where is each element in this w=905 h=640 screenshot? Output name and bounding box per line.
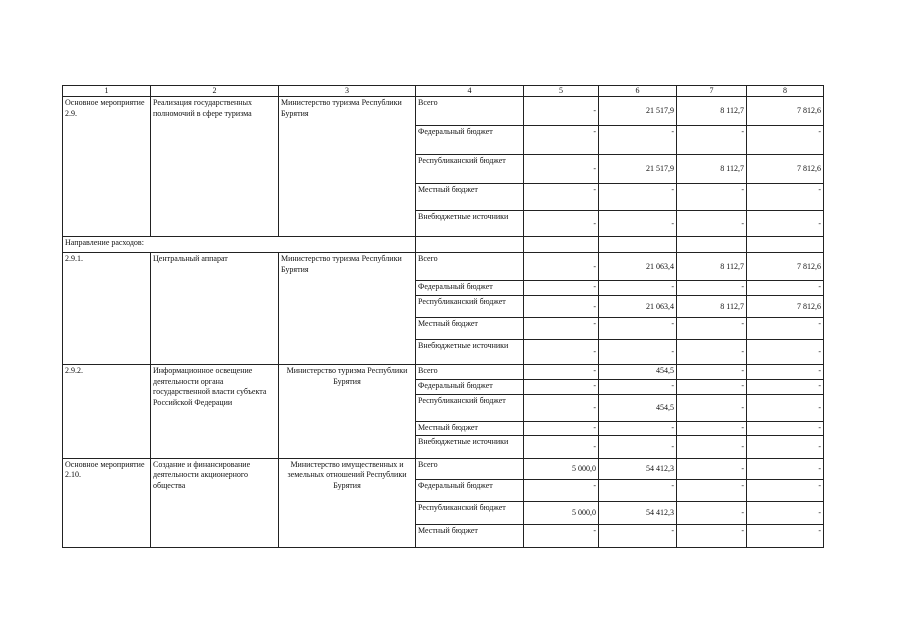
funding-source: Федеральный бюджет [416,126,524,155]
funding-source: Федеральный бюджет [416,479,524,501]
value-cell: 7 812,6 [747,253,824,281]
value-cell: - [524,97,599,126]
value-cell: - [599,211,677,237]
value-cell: - [677,318,747,340]
value-cell: - [747,340,824,365]
value-cell: 7 812,6 [747,296,824,318]
value-cell: - [524,155,599,184]
funding-source: Внебюджетные источники [416,340,524,365]
value-cell: 7 812,6 [747,97,824,126]
event-executor: Министерство туризма Республики Бурятия [279,97,416,237]
value-cell: 21 063,4 [599,253,677,281]
value-cell: 21 063,4 [599,296,677,318]
value-cell: 21 517,9 [599,155,677,184]
funding-source: Республиканский бюджет [416,296,524,318]
funding-source: Федеральный бюджет [416,281,524,296]
value-cell: - [747,380,824,395]
value-cell: 7 812,6 [747,155,824,184]
value-cell: - [747,184,824,211]
funding-source: Внебюджетные источники [416,211,524,237]
value-cell: - [524,380,599,395]
value-cell: - [677,126,747,155]
funding-source: Местный бюджет [416,184,524,211]
empty-cell [416,237,524,253]
value-cell: - [747,395,824,422]
value-cell: - [747,524,824,547]
value-cell: - [747,458,824,479]
event-code: Основное мероприятие 2.10. [63,458,151,547]
value-cell: 8 112,7 [677,296,747,318]
header-cell: 1 [63,86,151,97]
event-executor: Министерство туризма Республики Бурятия [279,253,416,365]
value-cell: - [599,126,677,155]
direction-label: Направление расходов: [63,237,416,253]
value-cell: - [599,318,677,340]
value-cell: - [677,435,747,458]
value-cell: - [524,479,599,501]
funding-source: Республиканский бюджет [416,501,524,524]
funding-source: Всего [416,253,524,281]
table-row [63,365,824,380]
event-name: Центральный аппарат [151,253,279,365]
value-cell: 54 412,3 [599,458,677,479]
funding-source: Республиканский бюджет [416,395,524,422]
event-code: 2.9.1. [63,253,151,365]
event-executor: Министерство имущественных и земельных отношений Республики Бурятия [279,458,416,547]
value-cell: 8 112,7 [677,155,747,184]
value-cell: - [524,395,599,422]
value-cell: 54 412,3 [599,501,677,524]
funding-source: Внебюджетные источники [416,435,524,458]
value-cell: - [524,524,599,547]
value-cell: - [677,422,747,435]
empty-cell [599,237,677,253]
value-cell: - [599,524,677,547]
funding-source: Всего [416,458,524,479]
header-cell: 6 [599,86,677,97]
value-cell: - [524,435,599,458]
value-cell: 454,5 [599,365,677,380]
table-row [63,237,824,253]
value-cell: 5 000,0 [524,458,599,479]
header-cell: 7 [677,86,747,97]
value-cell: - [677,340,747,365]
value-cell: - [524,296,599,318]
value-cell: - [747,281,824,296]
value-cell: - [524,422,599,435]
header-cell: 5 [524,86,599,97]
value-cell: - [747,435,824,458]
value-cell: - [599,281,677,296]
funding-source: Республиканский бюджет [416,155,524,184]
header-row [63,86,824,97]
table-row [63,458,824,479]
header-cell: 2 [151,86,279,97]
value-cell: - [524,281,599,296]
value-cell: 8 112,7 [677,97,747,126]
value-cell: - [599,435,677,458]
value-cell: - [599,422,677,435]
empty-cell [524,237,599,253]
funding-source: Местный бюджет [416,422,524,435]
value-cell: - [599,340,677,365]
value-cell: 21 517,9 [599,97,677,126]
value-cell: 8 112,7 [677,253,747,281]
event-code: 2.9.2. [63,365,151,458]
value-cell: - [747,479,824,501]
funding-source: Федеральный бюджет [416,380,524,395]
value-cell: - [747,365,824,380]
funding-source: Местный бюджет [416,318,524,340]
event-name: Информационное освещение деятельности органа государственной власти субъекта Российской Федерации [151,365,279,458]
value-cell: - [524,253,599,281]
value-cell: - [747,211,824,237]
event-name: Создание и финансирование деятельности акционерного общества [151,458,279,547]
event-code: Основное мероприятие 2.9. [63,97,151,237]
value-cell: - [677,380,747,395]
value-cell: 5 000,0 [524,501,599,524]
value-cell: - [524,365,599,380]
header-cell: 3 [279,86,416,97]
header-cell: 4 [416,86,524,97]
value-cell: - [524,318,599,340]
event-executor: Министерство туризма Республики Бурятия [279,365,416,458]
funding-source: Местный бюджет [416,524,524,547]
value-cell: - [677,501,747,524]
value-cell: - [677,281,747,296]
value-cell: - [747,126,824,155]
table-row [63,253,824,281]
value-cell: - [677,524,747,547]
value-cell: - [677,479,747,501]
value-cell: - [524,184,599,211]
funding-source: Всего [416,365,524,380]
header-cell: 8 [747,86,824,97]
event-name: Реализация государственных полномочий в сфере туризма [151,97,279,237]
value-cell: - [524,211,599,237]
value-cell: - [747,422,824,435]
value-cell: - [747,318,824,340]
funding-source: Всего [416,97,524,126]
value-cell: - [524,340,599,365]
value-cell: 454,5 [599,395,677,422]
empty-cell [677,237,747,253]
value-cell: - [677,184,747,211]
value-cell: - [677,365,747,380]
value-cell: - [677,211,747,237]
table-row [63,97,824,126]
value-cell: - [599,479,677,501]
empty-cell [747,237,824,253]
value-cell: - [677,458,747,479]
value-cell: - [599,184,677,211]
value-cell: - [599,380,677,395]
value-cell: - [524,126,599,155]
value-cell: - [747,501,824,524]
value-cell: - [677,395,747,422]
budget-table [62,85,824,548]
